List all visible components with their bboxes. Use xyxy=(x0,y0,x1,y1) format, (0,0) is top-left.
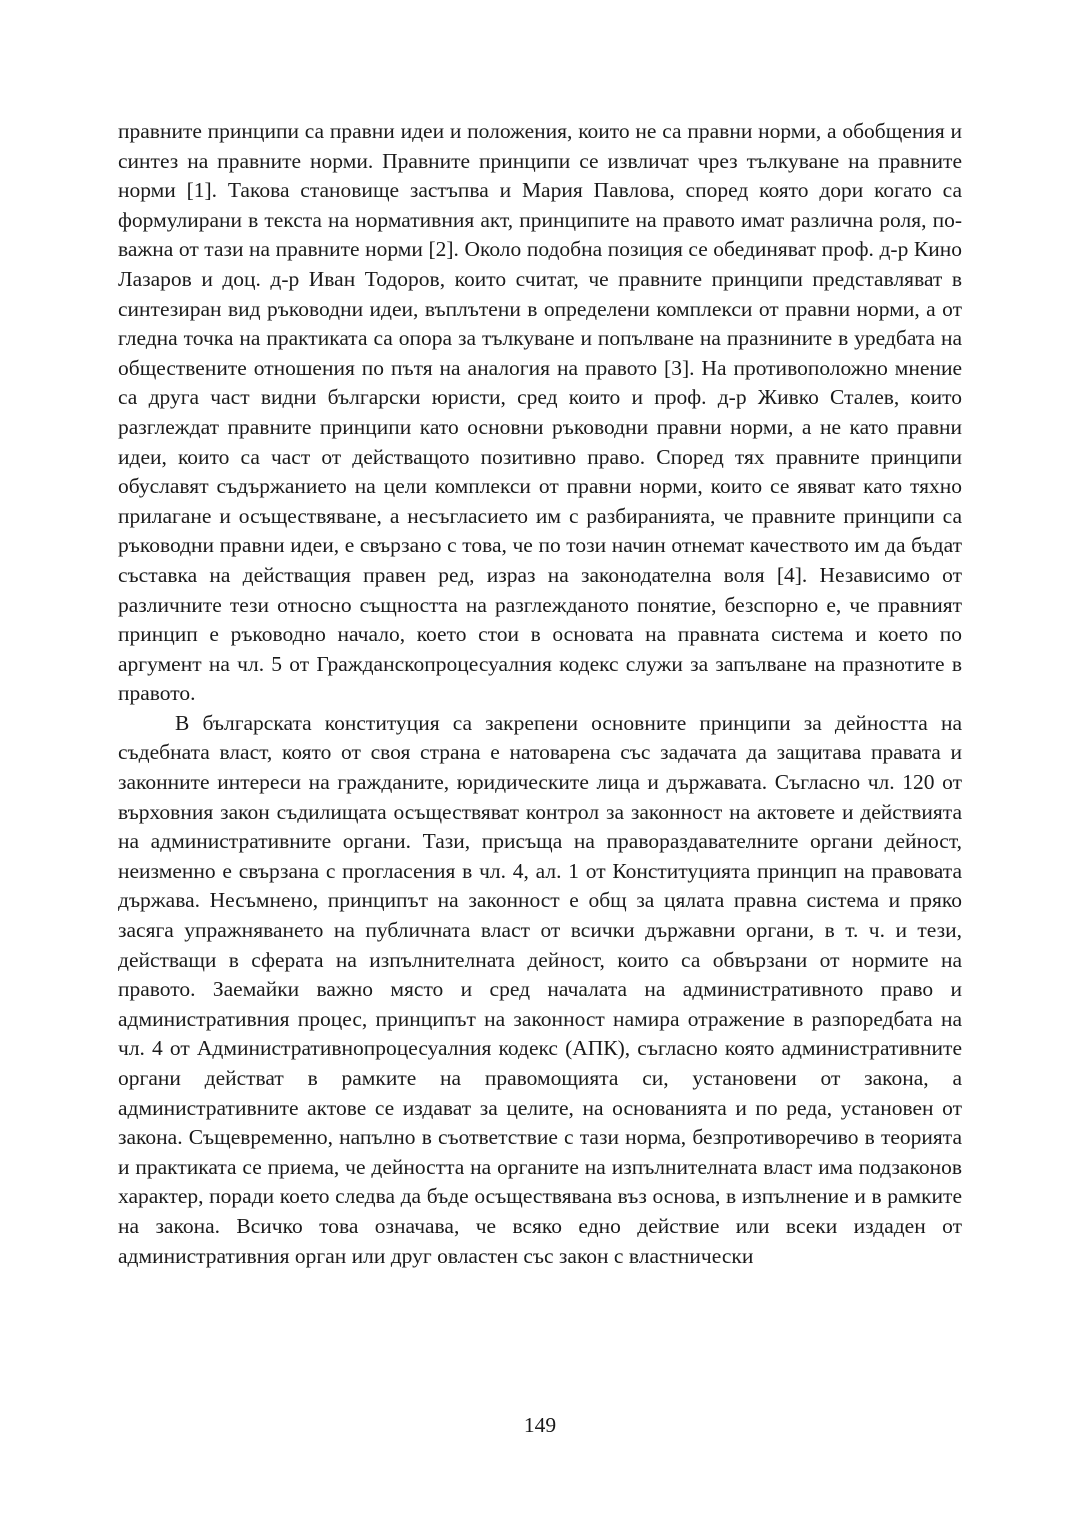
page-number: 149 xyxy=(523,1413,557,1437)
body-paragraph-2: В българската конституция са закрепени основните принципи за дейността на съдебната власт, която от своя страна е натоварена със задачата да защитава правата и законните интереси на гражданите, юридическите лица и държавата. Съгласно чл. 120 от върховния закон съдилищата осъществяват контрол за законност на актовете и действията на административните органи. Тази, присъща на правораздавателните органи дейност, неизменно е свързана с прогласения в чл. 4, ал. 1 от Конституцията принцип на правовата държава. Несъмнено, принципът на законност е общ за цялата правна система и пряко засяга упражняването на публичната власт от всички държавни органи, в т. ч. и тези, действащи в сферата на изпълнителната дейност, които са обвързани от нормите на правото. Заемайки важно място и сред началата на административното право и административния процес, принципът на законност намира отражение в разпоредбата на чл. 4 от Административнопроцесуалния кодекс (АПК), съгласно която административните органи действат в рамките на правомощията си, установени от закона, а административните актове се издават за целите, на основанията и по реда, установен от закона. Същевременно, напълно в съответствие с тази норма, безпротиворечиво в теорията и практиката се приема, че дейността на органите на изпълнителната власт има подзаконов характер, поради което следва да бъде осъществявана въз основа, в изпълнение и в рамките на закона. Всичко това означава, че всяко едно действие или всеки издаден от административния орган или друг овластен със закон с властнически xyxy=(118,710,962,1268)
body-paragraph-1: правните принципи са правни идеи и положения, които не са правни норми, а обобщения и синтез на правните норми. Правните принципи се извличат чрез тълкуване на правните норми [1]. Такова становище застъпва и Мария Павлова, според която дори когато са формулирани в текста на нормативния акт, принципите на правото имат различна роля, по-важна от тази на правните норми [2]. Около подобна позиция се обединяват проф. д-р Кино Лазаров и доц. д-р Иван Тодоров, които считат, че правните принципи представляват в синтезиран вид ръководни идеи, въплътени в определени комплекси от правни норми, а от гледна точка на практиката са опора за тълкуване и попълване на празнините в уредбата на обществените отношения по пътя на аналогия на правото [3]. На противоположно мнение са друга част видни български юристи, сред които и проф. д-р Живко Сталев, които разглеждат правните принципи като основни ръководни правни норми, а не като правни идеи, които са част от действащото позитивно право. Според тях правните принципи обуславят съдържанието на цели комплекси от правни норми, които се явяват като тяхно прилагане и осъществяване, а несъгласието им с разбиранията, че правните принципи са ръководни правни идеи, е свързано с това, че по този начин отнемат качеството им да бъдат съставка на действащия правен ред, израз на законодателна воля [4]. Независимо от различните тези относно същността на разглежданото понятие, безспорно е, че правният принцип е ръководно начало, което стои в основата на правната система и което по аргумент на чл. 5 от Гражданскопроцесуалния кодекс служи за запълване на празнотите в правото. xyxy=(118,119,962,706)
page-body xyxy=(118,117,962,1477)
